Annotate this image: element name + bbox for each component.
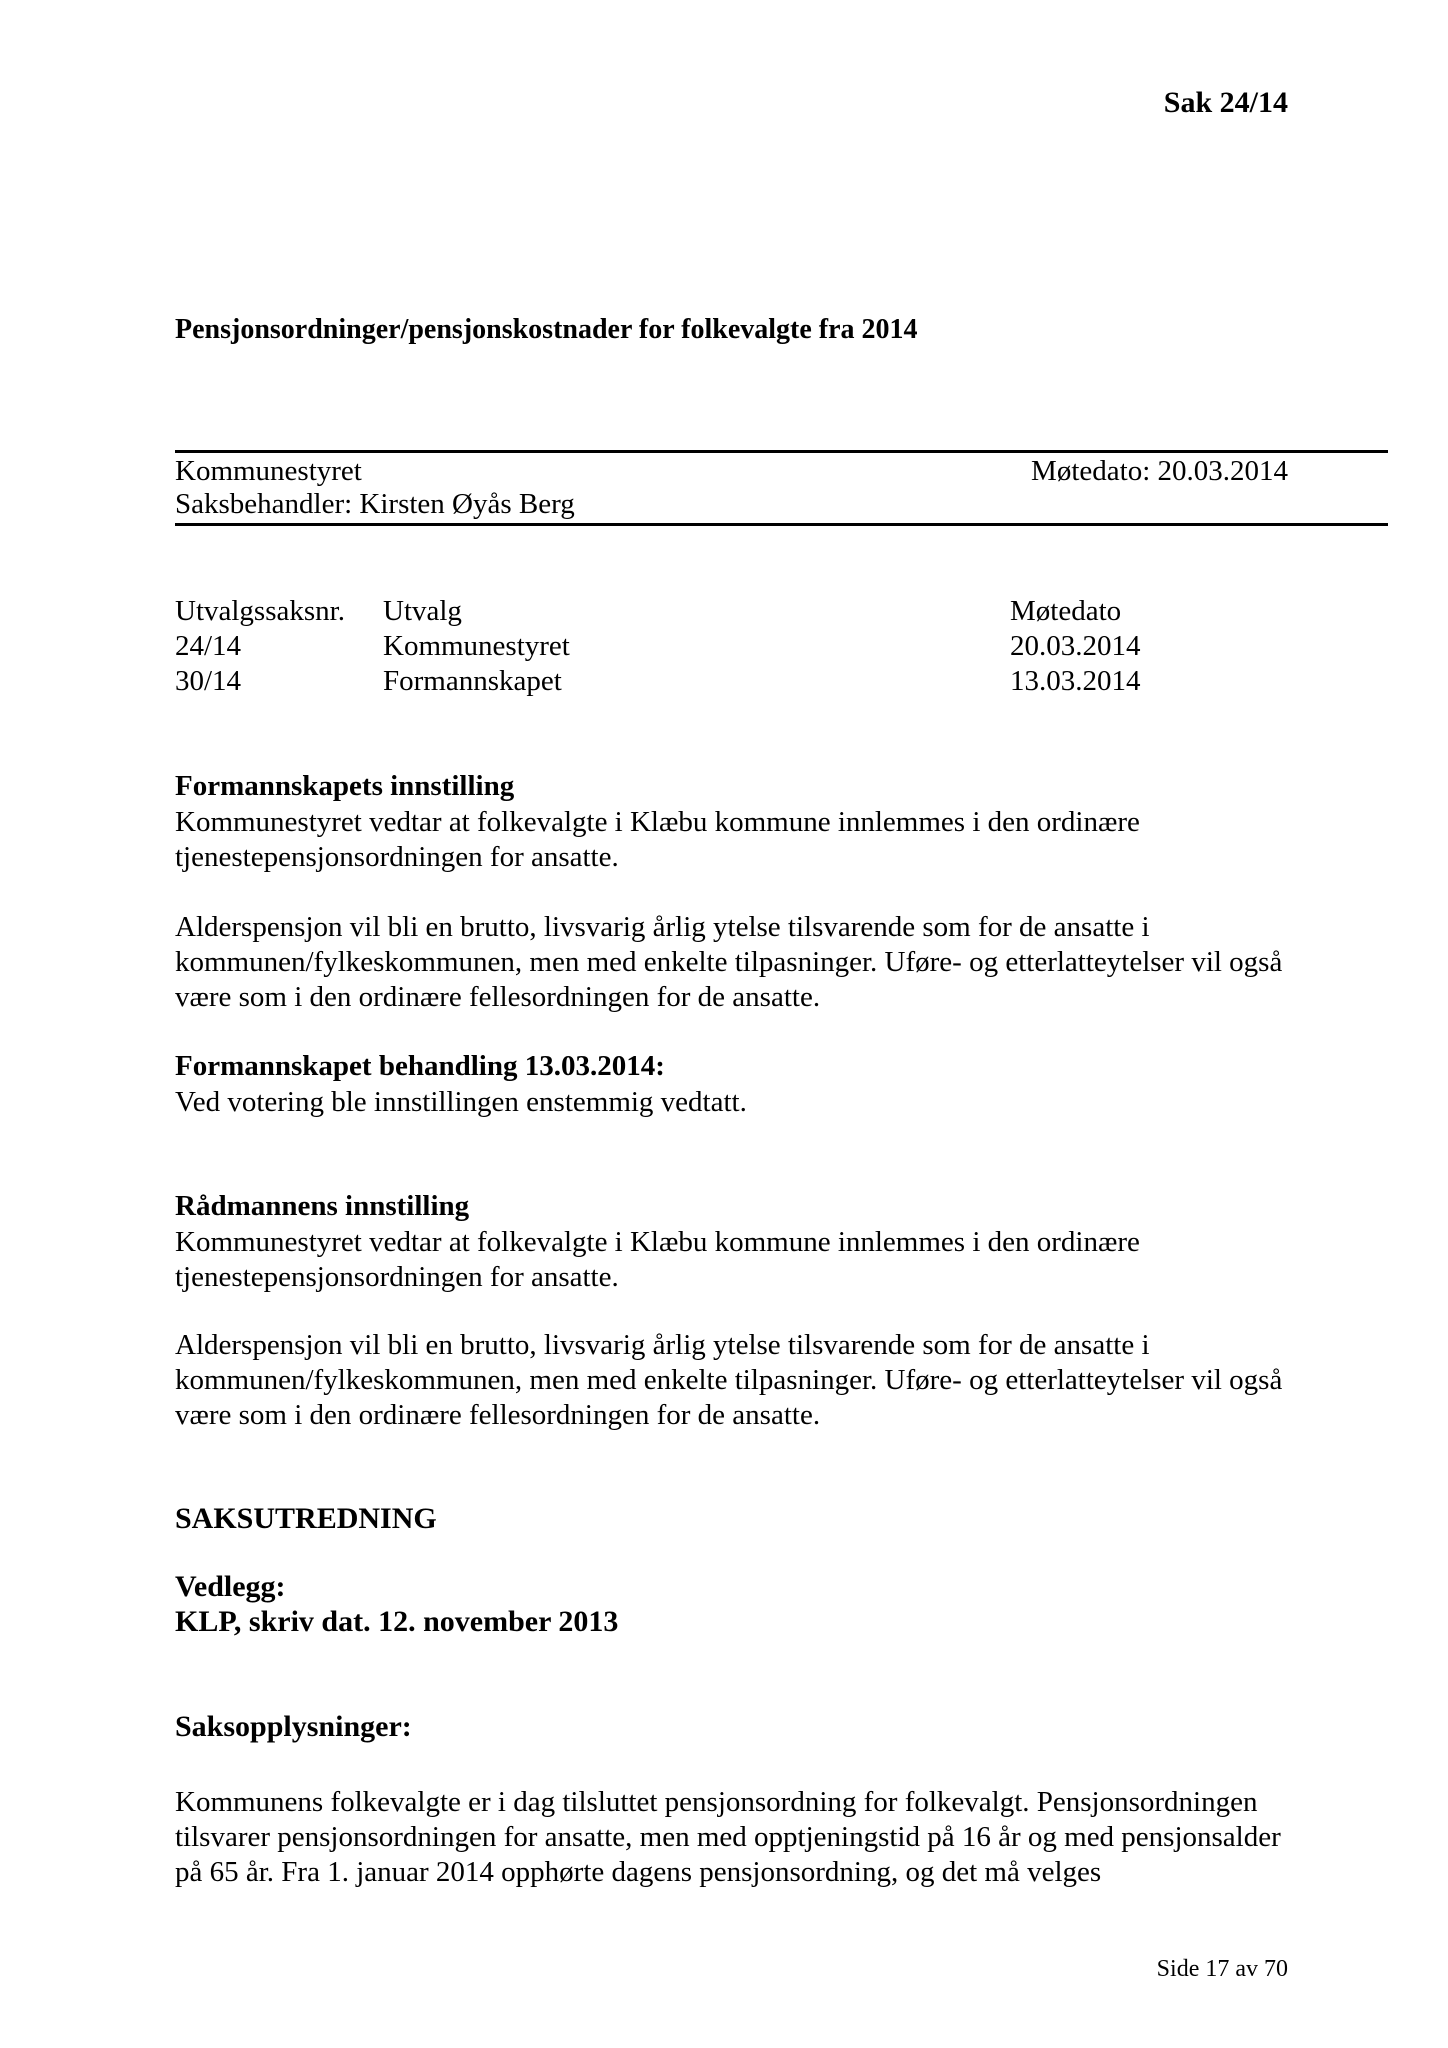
table-header-committee: Utvalg [383, 595, 462, 627]
table-header-case-nr: Utvalgssaksnr. [175, 595, 345, 627]
table-cell: 24/14 [175, 630, 242, 662]
top-rule [175, 450, 1388, 453]
table-cell: 30/14 [175, 665, 242, 697]
bottom-rule [175, 523, 1388, 526]
formannskap-treatment-text: Ved votering ble innstillingen enstemmig vedtatt. [175, 1086, 747, 1118]
case-officer: Saksbehandler: Kirsten Øyås Berg [175, 488, 575, 520]
attachment-item: KLP, skriv dat. 12. november 2013 [175, 1605, 619, 1638]
formannskap-recommendation-paragraph: Alderspensjon vil bli en brutto, livsvarig årlig ytelse tilsvarende som for de ansatte i kommunen/fylkeskommunen, men med enkelte tilpasninger. Uføre- og etterlatteytelser vil også være som i den ordinære fellesordningen for de ansatte. [175, 911, 1283, 1013]
table-cell: Formannskapet [383, 665, 562, 697]
meeting-body: Kommunestyret [175, 455, 362, 487]
case-info-heading: Saksopplysninger: [175, 1710, 412, 1743]
table-header-date: Møtedato [1010, 595, 1122, 627]
formannskap-recommendation-heading: Formannskapets innstilling [175, 770, 515, 802]
radmann-recommendation-paragraph: Alderspensjon vil bli en brutto, livsvarig årlig ytelse tilsvarende som for de ansatte i kommunen/fylkeskommunen, men med enkelte tilpasninger. Uføre- og etterlatteytelser vil også være som i den ordinære fellesordningen for de ansatte. [175, 1329, 1283, 1431]
formannskap-treatment-heading: Formannskapet behandling 13.03.2014: [175, 1050, 665, 1082]
case-info-text: Kommunens folkevalgte er i dag tilsluttet pensjonsordning for folkevalgt. Pensjonsordningen tilsvarer pensjonsordningen for ansatte, men med opptjeningstid på 16 år og med pensjonsalder på 65 år. Fra 1. januar 2014 opphørte dagens pensjonsordning, og det må velges [175, 1786, 1281, 1888]
saksutredning-heading: SAKSUTREDNING [175, 1502, 437, 1535]
case-number: Sak 24/14 [1163, 86, 1288, 119]
table-cell: 20.03.2014 [1010, 630, 1141, 662]
formannskap-recommendation-paragraph: Kommunestyret vedtar at folkevalgte i Klæbu kommune innlemmes i den ordinære tjenestepensjonsordningen for ansatte. [175, 806, 1140, 873]
document-title: Pensjonsordninger/pensjonskostnader for folkevalgte fra 2014 [175, 314, 918, 345]
meeting-date: Møtedato: 20.03.2014 [1031, 455, 1288, 487]
page-number: Side 17 av 70 [1156, 1956, 1288, 1982]
radmann-recommendation-heading: Rådmannens innstilling [175, 1190, 470, 1222]
radmann-recommendation-paragraph: Kommunestyret vedtar at folkevalgte i Klæbu kommune innlemmes i den ordinære tjenestepensjonsordningen for ansatte. [175, 1226, 1140, 1293]
table-cell: Kommunestyret [383, 630, 570, 662]
attachments-label: Vedlegg: [175, 1570, 286, 1603]
table-cell: 13.03.2014 [1010, 665, 1141, 697]
